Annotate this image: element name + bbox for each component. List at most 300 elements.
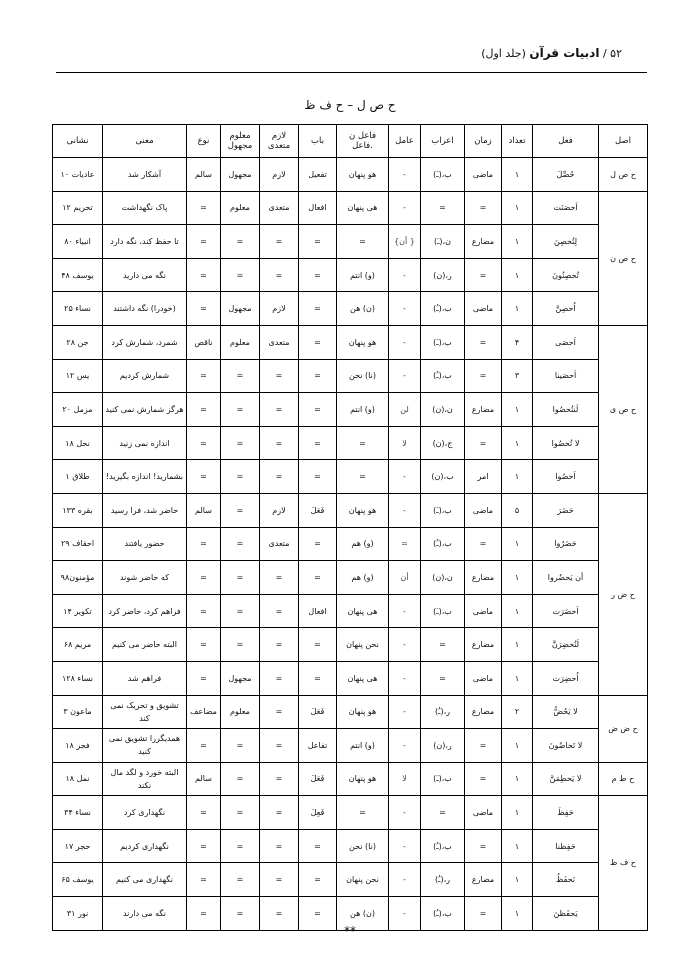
count-cell: ۵ (502, 493, 533, 527)
iarab-cell: ب،(ـَ) (421, 594, 465, 628)
amil-cell: - (389, 695, 421, 729)
count-cell: ١ (502, 729, 533, 763)
iarab-cell: = (421, 191, 465, 225)
transitivity-cell: = (260, 225, 299, 259)
meaning-cell: البته حاضر می کنیم (103, 628, 187, 662)
verb-table (52, 124, 648, 931)
transitivity-cell: = (260, 729, 299, 763)
count-cell: ١ (502, 863, 533, 897)
col-header: تعداد (502, 125, 533, 158)
table-row (53, 460, 648, 494)
reference-cell: یوسف ۴٨ (53, 258, 103, 292)
table-row (53, 393, 648, 427)
meaning-cell: اندازه نمی زنید (103, 426, 187, 460)
tense-cell: ماضی (465, 796, 502, 830)
count-cell: ١ (502, 628, 533, 662)
reference-cell: مؤمنون٩٨ (53, 561, 103, 595)
count-cell: ١ (502, 897, 533, 931)
meaning-cell: (خودرا) نگه داشتند (103, 292, 187, 326)
verb-cell: لا يَحُضُّ (533, 695, 599, 729)
page-header (481, 46, 622, 60)
iarab-cell: ر،(ـُ) (421, 695, 465, 729)
tense-cell: ماضی (465, 594, 502, 628)
meaning-cell: نگهداری کردیم (103, 829, 187, 863)
voice-cell: = (221, 527, 260, 561)
type-cell: = (187, 527, 221, 561)
transitivity-cell: متعدی (260, 191, 299, 225)
meaning-cell: تشویق و تحریک نمی کند (103, 695, 187, 729)
tense-cell: = (465, 897, 502, 931)
tense-cell: مضارع (465, 561, 502, 595)
voice-cell: = (221, 762, 260, 796)
amil-cell: أن (389, 561, 421, 595)
amil-cell: - (389, 292, 421, 326)
iarab-cell: ب،(ـَ) (421, 158, 465, 192)
meaning-cell: حضور یافتند (103, 527, 187, 561)
tense-cell: ماضی (465, 158, 502, 192)
reference-cell: نساء ٢۵ (53, 292, 103, 326)
page-footer: ** (344, 924, 356, 938)
subject-cell: (ن) هن (337, 292, 389, 326)
reference-cell: فجر ١٨ (53, 729, 103, 763)
voice-cell: = (221, 594, 260, 628)
iarab-cell: ب،(ـُ) (421, 527, 465, 561)
subject-cell: هو پنهان (337, 695, 389, 729)
amil-cell: - (389, 158, 421, 192)
amil-cell: - (389, 661, 421, 695)
bab-cell: = (299, 325, 337, 359)
voice-cell: = (221, 258, 260, 292)
verb-cell: حَضَرَ (533, 493, 599, 527)
amil-cell: لا (389, 762, 421, 796)
table-row (53, 561, 648, 595)
reference-cell: مریم ۶٨ (53, 628, 103, 662)
verb-cell: لِتُحصِنَ (533, 225, 599, 259)
amil-cell: - (389, 729, 421, 763)
reference-cell: نساء ٣۴ (53, 796, 103, 830)
table-header-row (53, 125, 648, 158)
amil-cell: - (389, 493, 421, 527)
iarab-cell: ب،(ـَ) (421, 762, 465, 796)
meaning-cell: فراهم کرد، حاضر کرد (103, 594, 187, 628)
voice-cell: = (221, 796, 260, 830)
type-cell: سالم (187, 158, 221, 192)
transitivity-cell: = (260, 359, 299, 393)
table-row (53, 359, 648, 393)
subject-cell: (نا) نحن (337, 359, 389, 393)
table-row (53, 829, 648, 863)
subject-cell: هو پنهان (337, 493, 389, 527)
type-cell: = (187, 729, 221, 763)
count-cell: ١ (502, 527, 533, 561)
reference-cell: طلاق ١ (53, 460, 103, 494)
tense-cell: = (465, 527, 502, 561)
tense-cell: مضارع (465, 863, 502, 897)
verb-cell: أن يَحضُروا (533, 561, 599, 595)
transitivity-cell: لازم (260, 292, 299, 326)
bab-cell: = (299, 258, 337, 292)
voice-cell: = (221, 393, 260, 427)
subject-cell: نحن پنهان (337, 628, 389, 662)
count-cell: ١ (502, 829, 533, 863)
transitivity-cell: = (260, 897, 299, 931)
verb-cell: اُحصِنَّ (533, 292, 599, 326)
col-header: زمان (465, 125, 502, 158)
table-row (53, 493, 648, 527)
reference-cell: نور ٣١ (53, 897, 103, 931)
root-cell: ح ض ر (599, 493, 648, 695)
count-cell: ١ (502, 594, 533, 628)
reference-cell: نمل ١٨ (53, 762, 103, 796)
transitivity-cell: = (260, 661, 299, 695)
transitivity-cell: = (260, 796, 299, 830)
volume-label: (جلد اول) (481, 47, 526, 60)
transitivity-cell: = (260, 863, 299, 897)
count-cell: ١ (502, 561, 533, 595)
count-cell: ١ (502, 292, 533, 326)
voice-cell: معلوم (221, 325, 260, 359)
table-row (53, 594, 648, 628)
verb-cell: اَحضَرَت (533, 594, 599, 628)
tense-cell: = (465, 426, 502, 460)
col-header: فاعل ن .فاعل (337, 125, 389, 158)
verb-cell: اَحصُوا (533, 460, 599, 494)
meaning-cell: همدیگررا تشویق نمی کنید (103, 729, 187, 763)
iarab-cell: ن،(ن) (421, 393, 465, 427)
count-cell: ١ (502, 393, 533, 427)
meaning-cell: هرگز شمارش نمی کنید (103, 393, 187, 427)
type-cell: = (187, 561, 221, 595)
verb-cell: اَحصَینا (533, 359, 599, 393)
col-header: معنی (103, 125, 187, 158)
type-cell: = (187, 258, 221, 292)
subject-cell: (و) هم (337, 561, 389, 595)
reference-cell: بقره ١٣٣ (53, 493, 103, 527)
transitivity-cell: = (260, 258, 299, 292)
col-header: باب (299, 125, 337, 158)
tense-cell: مضارع (465, 393, 502, 427)
type-cell: = (187, 594, 221, 628)
iarab-cell: ب،(ـَ) (421, 325, 465, 359)
meaning-cell: پاک نگهداشت (103, 191, 187, 225)
bab-cell: = (299, 527, 337, 561)
voice-cell: = (221, 561, 260, 595)
subject-cell: (و) انتم (337, 393, 389, 427)
bab-cell: = (299, 561, 337, 595)
iarab-cell: ب،(ن) (421, 460, 465, 494)
voice-cell: معلوم (221, 191, 260, 225)
table-row (53, 426, 648, 460)
meaning-cell: تا حفظ کند، نگه دارد (103, 225, 187, 259)
meaning-cell: البته خورد و لگد مال نکند (103, 762, 187, 796)
amil-cell: - (389, 460, 421, 494)
transitivity-cell: = (260, 829, 299, 863)
tense-cell: مضارع (465, 225, 502, 259)
iarab-cell: ب،(ـَ) (421, 493, 465, 527)
type-cell: مضاعف (187, 695, 221, 729)
amil-cell: - (389, 325, 421, 359)
transitivity-cell: = (260, 561, 299, 595)
table-row (53, 762, 648, 796)
voice-cell: مجهول (221, 661, 260, 695)
reference-cell: یوسف ۶۵ (53, 863, 103, 897)
meaning-cell: فراهم شد (103, 661, 187, 695)
verb-cell: اَحصَی (533, 325, 599, 359)
type-cell: = (187, 897, 221, 931)
count-cell: ١ (502, 158, 533, 192)
bab-cell: تفعیل (299, 158, 337, 192)
count-cell: ١ (502, 460, 533, 494)
tense-cell: امر (465, 460, 502, 494)
meaning-cell: شمرد، شمارش کرد (103, 325, 187, 359)
voice-cell: = (221, 359, 260, 393)
verb-cell: اَحصَنَت (533, 191, 599, 225)
subject-cell: هی پنهان (337, 661, 389, 695)
count-cell: ١ (502, 258, 533, 292)
type-cell: = (187, 796, 221, 830)
col-header: لازم متعدی (260, 125, 299, 158)
col-header: نشانی (53, 125, 103, 158)
count-cell: ١ (502, 225, 533, 259)
amil-cell: - (389, 796, 421, 830)
transitivity-cell: = (260, 628, 299, 662)
bab-cell: = (299, 393, 337, 427)
tense-cell: ماضی (465, 493, 502, 527)
tense-cell: مضارع (465, 628, 502, 662)
iarab-cell: ر،(ـُ) (421, 863, 465, 897)
transitivity-cell: لازم (260, 158, 299, 192)
iarab-cell: ب،(ـُ) (421, 897, 465, 931)
verb-cell: حُصِّلَ (533, 158, 599, 192)
type-cell: = (187, 661, 221, 695)
reference-cell: تحریم ١٢ (53, 191, 103, 225)
count-cell: ١ (502, 191, 533, 225)
subject-cell: (و) هم (337, 527, 389, 561)
meaning-cell: نگهداری می کنیم (103, 863, 187, 897)
transitivity-cell: متعدی (260, 527, 299, 561)
voice-cell: = (221, 729, 260, 763)
reference-cell: نساء ١٢٨ (53, 661, 103, 695)
table-row (53, 527, 648, 561)
bab-cell: = (299, 863, 337, 897)
reference-cell: یس ١٢ (53, 359, 103, 393)
col-header: فعل (533, 125, 599, 158)
voice-cell: مجهول (221, 158, 260, 192)
reference-cell: مزمل ٢٠ (53, 393, 103, 427)
transitivity-cell: = (260, 762, 299, 796)
bab-cell: = (299, 225, 337, 259)
verb-cell: حَفِظَ (533, 796, 599, 830)
type-cell: = (187, 829, 221, 863)
reference-cell: تکویر ١۴ (53, 594, 103, 628)
amil-cell: - (389, 863, 421, 897)
amil-cell: - (389, 594, 421, 628)
amil-cell: - (389, 191, 421, 225)
reference-cell: عادیات ١٠ (53, 158, 103, 192)
table-row (53, 158, 648, 192)
table-row (53, 729, 648, 763)
iarab-cell: ر،(ن) (421, 729, 465, 763)
page-title: ح ص ل – ح ف ظ (304, 98, 396, 112)
amil-cell: - (389, 829, 421, 863)
bab-cell: فَعَلَ (299, 695, 337, 729)
root-cell: ح ص ل (599, 158, 648, 192)
subject-cell: هو پنهان (337, 762, 389, 796)
voice-cell: = (221, 897, 260, 931)
verb-cell: يَحفَظنَ (533, 897, 599, 931)
iarab-cell: ب،(ـُ) (421, 829, 465, 863)
transitivity-cell: لازم (260, 493, 299, 527)
meaning-cell: نگهداری کرد (103, 796, 187, 830)
verb-cell: اُحضِرَت (533, 661, 599, 695)
bab-cell: فَعَلَ (299, 762, 337, 796)
root-cell: ح ص ی (599, 325, 648, 493)
meaning-cell: شمارش کردیم (103, 359, 187, 393)
transitivity-cell: = (260, 393, 299, 427)
voice-cell: = (221, 426, 260, 460)
verb-cell: تُحصِنُونَ (533, 258, 599, 292)
count-cell: ٣ (502, 359, 533, 393)
meaning-cell: بشمارید! اندازه بگیرید! (103, 460, 187, 494)
count-cell: ۴ (502, 325, 533, 359)
amil-cell: { أن} (389, 225, 421, 259)
verb-cell: حَفِظنا (533, 829, 599, 863)
verb-cell: لا تَحاضُونَ (533, 729, 599, 763)
bab-cell: فَعَلَ (299, 493, 337, 527)
tense-cell: = (465, 762, 502, 796)
voice-cell: = (221, 460, 260, 494)
subject-cell: (نا) نحن (337, 829, 389, 863)
type-cell: = (187, 393, 221, 427)
tense-cell: = (465, 325, 502, 359)
table-row (53, 325, 648, 359)
meaning-cell: که حاضر شوند (103, 561, 187, 595)
voice-cell: = (221, 829, 260, 863)
meaning-cell: نگه می دارید (103, 258, 187, 292)
subject-cell: نحن پنهان (337, 863, 389, 897)
reference-cell: انبیاء ٨٠ (53, 225, 103, 259)
tense-cell: = (465, 729, 502, 763)
root-cell: ح ط م (599, 762, 648, 796)
amil-cell: لا (389, 426, 421, 460)
table-row (53, 191, 648, 225)
meaning-cell: نگه می دارند (103, 897, 187, 931)
reference-cell: احقاف ٢٩ (53, 527, 103, 561)
iarab-cell: ن،(ـَ) (421, 225, 465, 259)
root-cell: ح ف ظ (599, 796, 648, 930)
type-cell: = (187, 191, 221, 225)
table-row (53, 225, 648, 259)
transitivity-cell: = (260, 460, 299, 494)
count-cell: ٢ (502, 695, 533, 729)
bab-cell: = (299, 359, 337, 393)
subject-cell: = (337, 426, 389, 460)
bab-cell: تفاعل (299, 729, 337, 763)
subject-cell: هو پنهان (337, 158, 389, 192)
col-header: معلوم مجهول (221, 125, 260, 158)
bab-cell: = (299, 628, 337, 662)
table-row (53, 661, 648, 695)
verb-cell: نَحفَظُ (533, 863, 599, 897)
voice-cell: = (221, 493, 260, 527)
type-cell: سالم (187, 493, 221, 527)
count-cell: ١ (502, 796, 533, 830)
tense-cell: = (465, 359, 502, 393)
bab-cell: = (299, 897, 337, 931)
type-cell: = (187, 628, 221, 662)
bab-cell: افعال (299, 191, 337, 225)
iarab-cell: ر،(ن) (421, 258, 465, 292)
tense-cell: ماضی (465, 661, 502, 695)
table-row (53, 292, 648, 326)
subject-cell: (و) انتم (337, 258, 389, 292)
reference-cell: ماعون ٣ (53, 695, 103, 729)
reference-cell: حجر ١٧ (53, 829, 103, 863)
col-header: اصل (599, 125, 648, 158)
iarab-cell: ن،(ن) (421, 561, 465, 595)
iarab-cell: = (421, 628, 465, 662)
voice-cell: مجهول (221, 292, 260, 326)
verb-cell: لَنتُحصُوا (533, 393, 599, 427)
root-cell: ح ص ن (599, 191, 648, 325)
iarab-cell: ب،(ـُ) (421, 292, 465, 326)
subject-cell: هی پنهان (337, 594, 389, 628)
count-cell: ١ (502, 762, 533, 796)
subject-cell: = (337, 225, 389, 259)
tense-cell: = (465, 191, 502, 225)
transitivity-cell: = (260, 594, 299, 628)
bab-cell: = (299, 460, 337, 494)
verb-cell: لا تُحصُوا (533, 426, 599, 460)
bab-cell: = (299, 829, 337, 863)
iarab-cell: = (421, 661, 465, 695)
verb-cell: لا يَحطِمَنَّ (533, 762, 599, 796)
tense-cell: مضارع (465, 695, 502, 729)
subject-cell: هو پنهان (337, 325, 389, 359)
reference-cell: نحل ١٨ (53, 426, 103, 460)
subject-cell: = (337, 796, 389, 830)
iarab-cell: = (421, 796, 465, 830)
voice-cell: = (221, 225, 260, 259)
verb-cell: لَنُحضِرَنَّ (533, 628, 599, 662)
tense-cell: = (465, 829, 502, 863)
bab-cell: = (299, 661, 337, 695)
count-cell: ١ (502, 661, 533, 695)
type-cell: ناقص (187, 325, 221, 359)
meaning-cell: حاضر شد، فرا رسید (103, 493, 187, 527)
type-cell: = (187, 359, 221, 393)
bab-cell: فَعِلَ (299, 796, 337, 830)
count-cell: ١ (502, 426, 533, 460)
type-cell: = (187, 225, 221, 259)
subject-cell: (و) انتم (337, 729, 389, 763)
amil-cell: - (389, 897, 421, 931)
table-row (53, 796, 648, 830)
amil-cell: - (389, 628, 421, 662)
page-number: ۵۲ / (602, 47, 622, 60)
type-cell: = (187, 863, 221, 897)
transitivity-cell: = (260, 426, 299, 460)
voice-cell: = (221, 863, 260, 897)
bab-cell: افعال (299, 594, 337, 628)
type-cell: = (187, 460, 221, 494)
transitivity-cell: متعدی (260, 325, 299, 359)
subject-cell: (ن) هن (337, 897, 389, 931)
amil-cell: = (389, 527, 421, 561)
book-title: ادبیات قرآن (529, 46, 600, 60)
type-cell: = (187, 426, 221, 460)
type-cell: = (187, 292, 221, 326)
